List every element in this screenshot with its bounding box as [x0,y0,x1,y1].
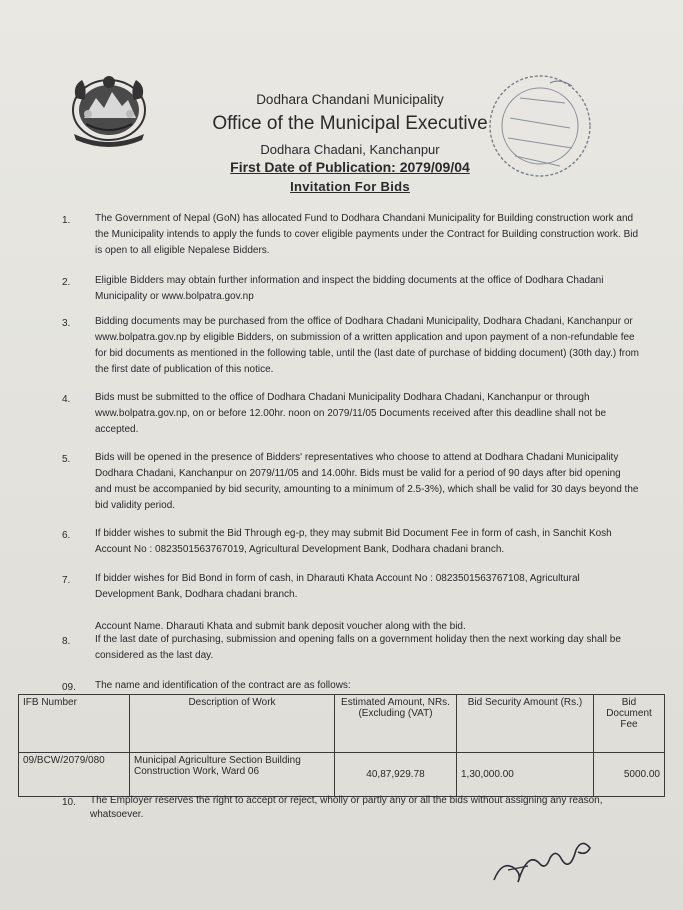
table-cell-bid-security: 1,30,000.00 [457,753,594,797]
list-item: Bidding documents may be purchased from the office of Dodhara Chadani Municipality, Dodhara Chadani, Kanchanpur or www.bolpatra.gov.np by eligible Bidders, on submission of a written application and upon payment of a non-refundable fee for bid documents as mentioned in the following table, until the (last date of purchase of bidding document) (30th day.) from the first date of publication of this notice. [95,316,640,375]
item-number: 4. [62,394,71,405]
list-item: Bids must be submitted to the office of Dodhara Chadani Municipality Dodhara Chadani, Kanchanpur or through www.bolpatra.gov.np, on or before 12.00hr. noon on 2079/11/05 Documents received after this deadline shall not be accepted. [95,392,607,435]
signature-image [488,830,598,888]
list-item: Eligible Bidders may obtain further information and inspect the bidding documents at the office of Dodhara Chadani Municipality or www.bolpatra.gov.np [95,275,604,302]
table-cell-document-fee: 5000.00 [594,753,665,797]
table-header-cell: IFB Number [19,695,130,753]
list-item: Account Name. Dharauti Khata and submit bank deposit voucher along with the bid. [95,621,466,632]
list-item: Bids will be opened in the presence of Bidders' representatives who choose to attend at Dodhara Chadani Municipality Dodhara Chadani, Kanchanpur on 2079/11/05 and 14.00hr. Bids must be valid for a period of 90 days after bid opening and must be accompanied by bid security, amounting to a minimum of 2.5-3%), which shall be valid for 30 days beyond the bid validity period. [95,452,639,511]
table-header-cell: Bid Document Fee [594,695,665,753]
table-cell-ifb: 09/BCW/2079/080 [19,753,130,797]
item-number: 10. [62,797,76,808]
table-header-cell: Bid Security Amount (Rs.) [457,695,594,753]
contract-table [18,694,665,797]
list-item: The name and identification of the contract are as follows: [95,680,351,691]
item-number: 8. [62,636,71,647]
item-number: 7. [62,575,71,586]
table-row [19,753,665,797]
item-number: 09. [62,682,76,693]
municipality-name: Dodhara Chandani Municipality [256,92,444,107]
list-item: If the last date of purchasing, submission and opening falls on a government holiday then the next working day shall be considered as the last day. [95,634,621,661]
office-title: Office of the Municipal Executive [212,113,488,134]
closing-statement: The Employer reserves the right to accept or reject, wholly or partly any or all the bids without assigning any reason, whatsoever. [90,795,603,820]
item-number: 5. [62,454,71,465]
item-number: 1. [62,215,71,226]
table-header-cell: Description of Work [130,695,335,753]
list-item: If bidder wishes to submit the Bid Through eg-p, they may submit Bid Document Fee in form of cash, in Sanchit Kosh Account No : 0823501563767019, Agricultural Development Bank, Dodhara chadani branch. [95,528,612,555]
nepal-emblem-icon [66,68,152,148]
table-header-cell: Estimated Amount, NRs.(Excluding (VAT) [335,695,457,753]
notice-title: Invitation For Bids [290,179,410,194]
item-number: 2. [62,277,71,288]
list-item: The Government of Nepal (GoN) has allocated Fund to Dodhara Chandani Municipality for Building construction work and the Municipality intends to apply the funds to cover eligible payments under the Contract for Building construction work. Bid is open to all eligible Nepalese Bidders. [95,213,639,256]
table-cell-description: Municipal Agriculture Section Building Construction Work, Ward 06 [130,753,335,797]
list-item: If bidder wishes for Bid Bond in form of cash, in Dharauti Khata Account No : 0823501563767108, Agricultural Development Bank, Dodhara chadani branch. [95,573,580,600]
item-number: 6. [62,530,71,541]
item-number: 3. [62,318,71,329]
publication-date: First Date of Publication: 2079/09/04 [230,159,470,175]
office-address: Dodhara Chadani, Kanchanpur [260,142,440,157]
table-header-row [19,695,665,753]
table-cell-estimate: 40,87,929.78 [335,753,457,797]
